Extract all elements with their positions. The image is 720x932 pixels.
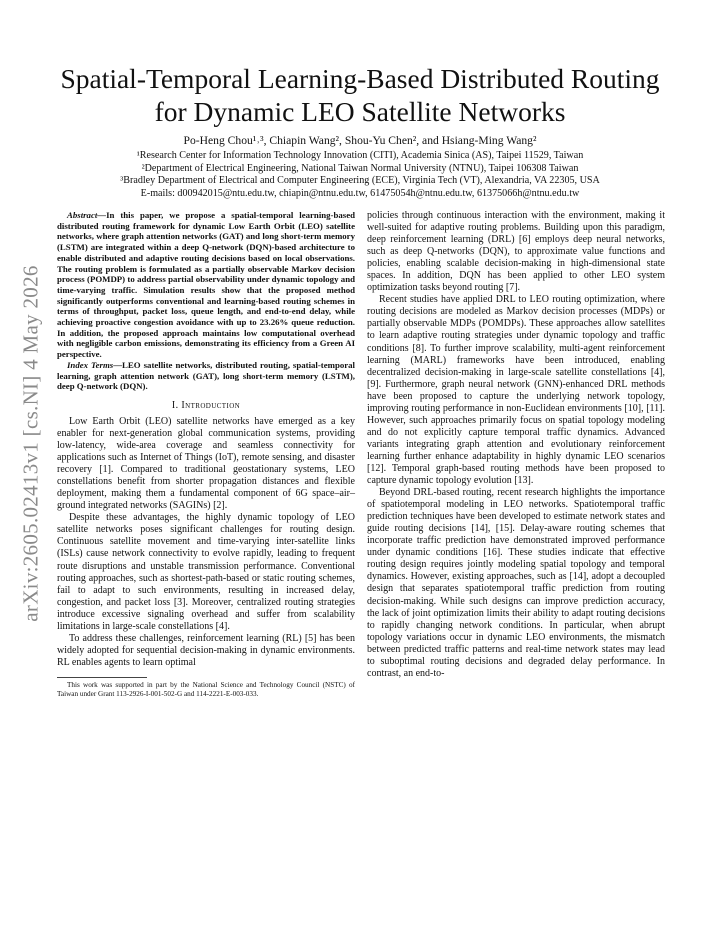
- body-paragraph: policies through continuous interaction with the environment, making it well-suited for adaptive routing problems. Building upon this paradigm, deep reinforcement learning (DRL) [6] employs deep neural networks, such as deep Q-networks (DQN), to approximate value functions and policies, enabling scalable decision-making in high-dimensional state spaces. In addition, DQN has been applied to other LEO system optimization tasks beyond routing [7].: [367, 210, 665, 294]
- body-paragraph: To address these challenges, reinforcement learning (RL) [5] has been widely adopted for sequential decision-making in dynamic environments. RL enables agents to learn optimal: [57, 632, 355, 668]
- right-column: [367, 210, 665, 680]
- left-column: [57, 210, 355, 698]
- footnote-divider: [57, 677, 147, 678]
- body-paragraph: Recent studies have applied DRL to LEO routing optimization, where routing decisions are modeled as Markov decision processes (MDPs) or partially observable MDPs (POMDPs). These approaches allow satellites to learn adaptive routing strategies under dynamic topology and traffic conditions [8]. To further improve scalability, multi-agent reinforcement learning (MARL) frameworks have been introduced, enabling decentralized decision-making in large-scale satellite constellations [4], [9]. Furthermore, graph neural network (GNN)-enhanced DRL methods have been proposed to capture the underlying network topology, improving routing performance in non-Euclidean environments [10], [11]. However, such approaches primarily focus on spatial topology modeling and do not explicitly capture temporal traffic dynamics. Advanced variants integrating graph attention and evolutionary reinforcement learning further enhance adaptability in highly dynamic LEO scenarios [12]. Temporal graph-based routing methods have been proposed to capture dynamic topology evolution [13].: [367, 294, 665, 487]
- affiliation-2: ²Department of Electrical Engineering, National Taiwan Normal University (NTNU), Taipei 106308 Taiwan: [141, 162, 579, 174]
- abstract-label: Abstract—: [67, 210, 107, 220]
- funding-footnote: This work was supported in part by the National Science and Technology Council (NSTC) of Taiwan under Grant 113-2926-I-001-502-G and 114-2221-E-003-033.: [57, 680, 355, 698]
- arxiv-identifier: arXiv:2605.02413v1 [cs.NI] 4 May 2026: [18, 264, 43, 622]
- index-terms-label: Index Terms: [67, 359, 114, 370]
- body-paragraph: Beyond DRL-based routing, recent research highlights the importance of spatiotemporal modeling in LEO networks. Spatiotemporal traffic prediction techniques have been developed to estimate network states and guide routing decisions [14], [15]. Delay-aware routing schemes that incorporate traffic prediction have demonstrated improved performance under dynamic conditions [16]. These studies indicate that effective routing design requires jointly modeling spatial topology and temporal dynamics. However, existing approaches, such as [14], adopt a decoupled design that separates spatiotemporal traffic prediction from routing decision-making. While such designs can improve prediction accuracy, the lack of joint optimization limits their ability to adapt routing decisions to rapidly changing network conditions. In particular, when abrupt topology variations occur in dynamic LEO environments, the mismatch between predicted traffic patterns and real-time network states may lead to suboptimal routing decisions and degraded delay performance. In contrast, an end-to-: [367, 487, 665, 679]
- author-emails: E-mails: d00942015@ntu.edu.tw, chiapin@ntnu.edu.tw, 61475054h@ntnu.edu.tw, 61375066h@ntnu.edu.tw: [140, 188, 580, 200]
- index-terms-body: —LEO satellite networks, distributed routing, spatial-temporal learning, graph attention network (GAT), long short-term memory (LSTM), deep Q-network (DQN).: [57, 359, 355, 392]
- affiliation-1: ¹Research Center for Information Technology Innovation (CITI), Academia Sinica (AS), Taipei 11529, Taiwan: [136, 150, 584, 161]
- section-heading-introduction: I. Introduction: [171, 399, 241, 411]
- abstract-body: In this paper, we propose a spatial-temporal learning-based distributed routing framework for dynamic Low Earth Orbit (LEO) satellite networks, where graph attention networks (GAT) and long short-term memory (LSTM) are integrated within a deep Q-network (DQN)-based architecture to enable distributed and adaptive routing decisions based on local observations. The routing problem is formulated as a partially observable Markov decision process (POMDP) to address partial observability under dynamic topology and time-varying traffic. Simulation results show that the proposed method significantly outperforms conventional and learning-based routing schemes in terms of throughput, packet loss, queue length, and end-to-end delay, while achieving proactive congestion avoidance with up to 23.26% queue reduction. In addition, the proposed approach maintains low computational overhead with negligible carbon emissions, demonstrating its efficiency from a Green AI perspective.: [57, 210, 355, 360]
- paper-title: Spatial-Temporal Learning-Based Distributed Routing for Dynamic LEO Satellite Networks: [60, 63, 660, 127]
- affiliation-3: ³Bradley Department of Electrical and Computer Engineering (ECE), Virginia Tech (VT), Alexandria, VA 22305, USA: [120, 175, 600, 187]
- body-paragraph: Despite these advantages, the highly dynamic topology of LEO satellite networks poses significant challenges for routing design. Continuous satellite movement and time-varying inter-satellite links (ISLs) cause network connectivity to evolve rapidly, leading to frequent route disruptions and unstable transmission performance. Conventional routing approaches, such as shortest-path-based or static routing schemes, fail to adapt to such environments, resulting in increased delay, congestion, and packet loss [3]. Moreover, centralized routing strategies introduce excessive signaling overhead and suffer from scalability limitations in large-scale constellations [4].: [57, 512, 355, 632]
- index-terms: [57, 360, 355, 392]
- body-paragraph: Low Earth Orbit (LEO) satellite networks have emerged as a key enabler for next-generation global communication systems, providing low-latency, wide-area coverage and seamless connectivity for applications such as Internet of Things (IoT), remote sensing, and disaster recovery [1]. Compared to traditional geostationary systems, LEO constellations benefit from shorter propagation distances and flexible deployment, making them a fundamental component of 6G space–air–ground integrated networks (SAGINs) [2].: [57, 415, 355, 512]
- affiliations: [55, 150, 665, 201]
- abstract: [57, 210, 355, 360]
- author-list: Po-Heng Chou¹˒³, Chiapin Wang², Shou-Yu Chen², and Hsiang-Ming Wang²: [183, 134, 537, 147]
- arxiv-side-stamp: [18, 208, 44, 678]
